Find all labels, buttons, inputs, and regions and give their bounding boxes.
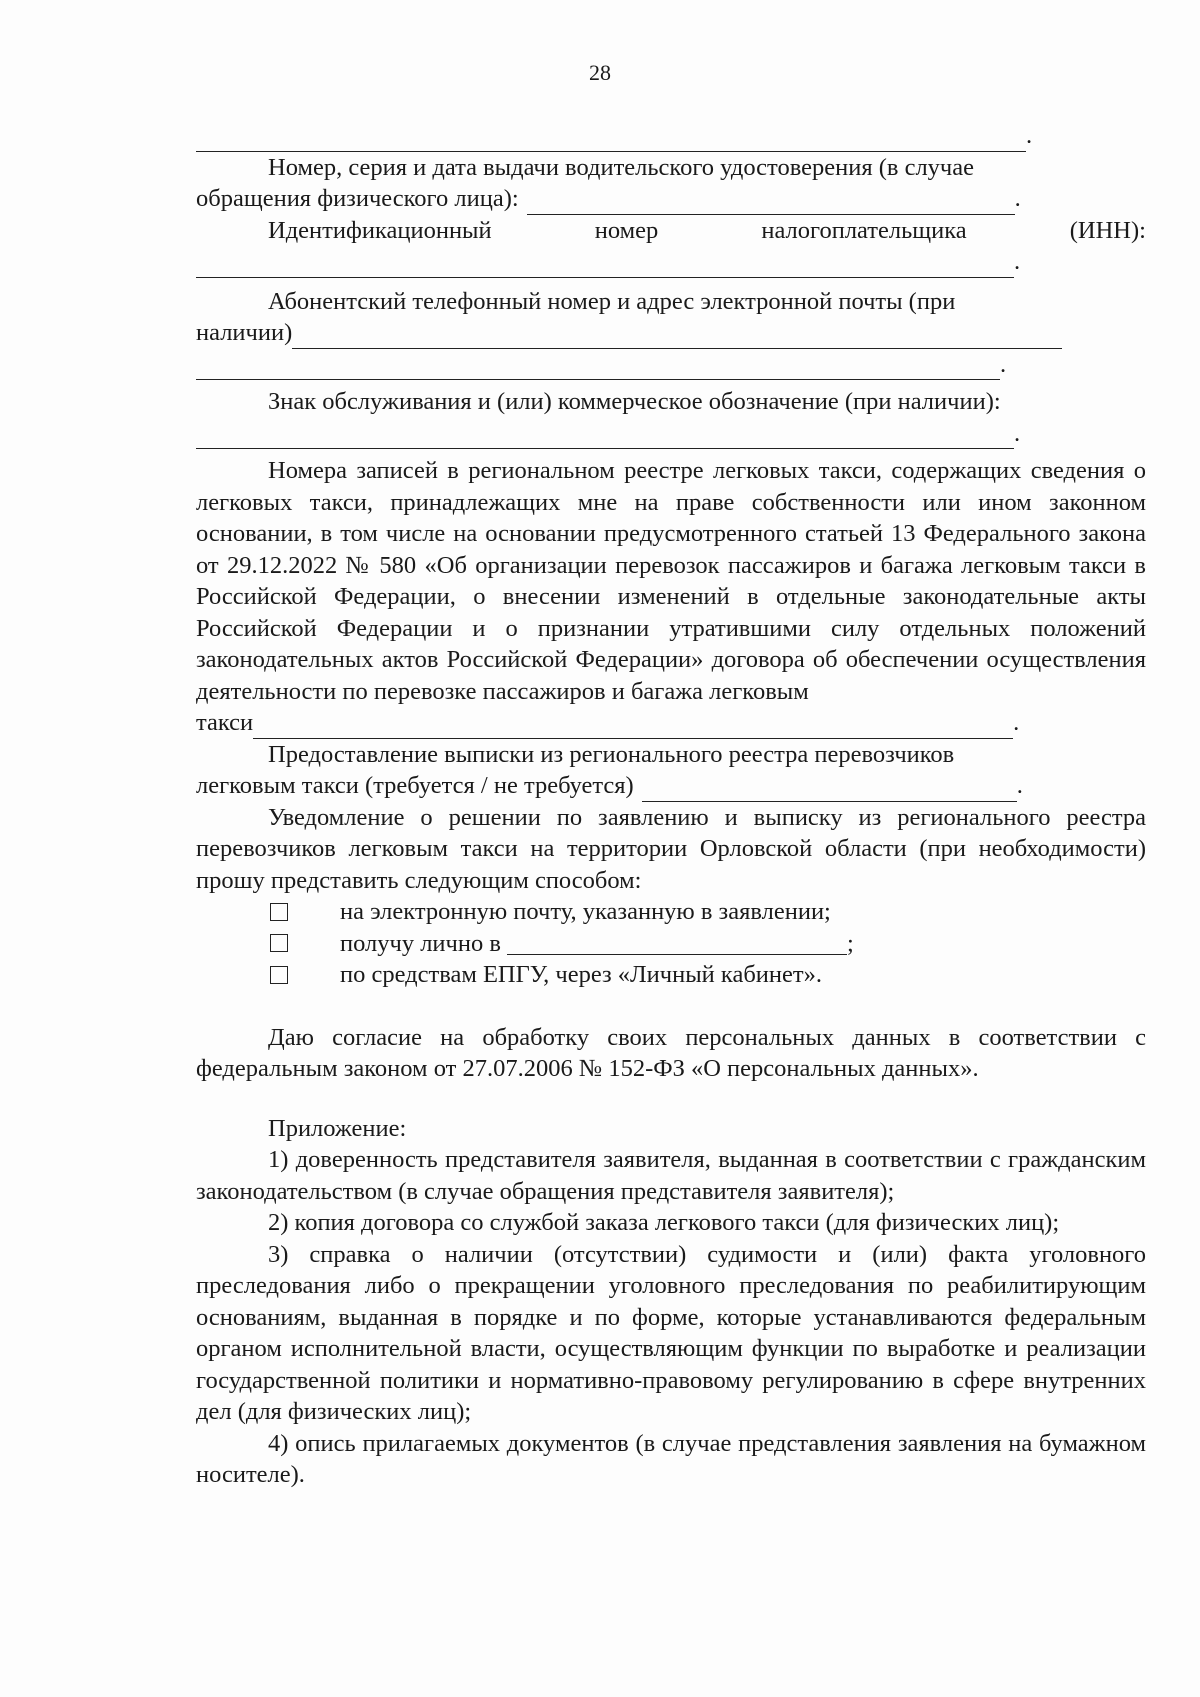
- attachment-item-3: 3) справка о наличии (отсутствии) судимости и (или) факта уголовного преследования либо о прекращении уголовного преследования по реабилитирующим основаниям, выданная в порядке и по форме, которые устанавливаются федеральным органом исполнительной власти, осуществляющим функции по выработке и реализации государственной политики и нормативно-правовому регулированию в сфере внутренних дел (для физических лиц);: [196, 1240, 1146, 1425]
- trademark-label: Знак обслуживания и (или) коммерческое обозначение (при наличии):: [268, 388, 1001, 415]
- extract-blank-field[interactable]: [642, 779, 1017, 802]
- attachments-title: Приложение:: [268, 1114, 407, 1142]
- option-epgu-label: по средствам ЕПГУ, через «Личный кабинет».: [340, 961, 822, 988]
- blank-field[interactable]: [196, 127, 1026, 152]
- option-in-person[interactable]: получу лично в ;: [196, 928, 1146, 960]
- inn-blank-field[interactable]: [196, 253, 1014, 278]
- license-field-row: обращения физического лица): .: [196, 183, 1146, 215]
- option-epgu[interactable]: [196, 959, 1146, 991]
- phone-field-row: [196, 317, 1146, 349]
- attachment-item-1: 1) доверенность представителя заявителя, выданная в соответствии с гражданским законодательством (в случае обращения представителя заявителя);: [196, 1146, 1146, 1205]
- phone-label-line1: Абонентский телефонный номер и адрес электронной почты (при: [268, 287, 956, 315]
- trademark-blank-field[interactable]: [196, 424, 1014, 449]
- registry-records-field-row: такси .: [196, 707, 1146, 739]
- option-email[interactable]: [196, 896, 1146, 928]
- extract-field-row: легковым такси (требуется / не требуется) .: [196, 770, 1146, 802]
- phone-blank-row2: .: [196, 349, 1146, 381]
- registry-records-text: Номера записей в региональном реестре легковых такси, содержащих сведения о легковых такси, принадлежащих мне на праве собственности или ином законном основании, в том числе на основании предусмотренного статьей 13 Федерального закона от 29.12.2022 № 580 «Об организации перевозок пассажиров и багажа легковым такси в Российской Федерации, о внесении изменений в отдельные законодательные акты Российской Федерации и о признании утратившими силу отдельных положений законодательных актов Российской Федерации» договора об обеспечении осуществления деятельности по перевозке пассажиров и багажа легковым: [196, 457, 1146, 705]
- inn-label-row: Идентификационный номер налогоплательщика (ИНН):: [268, 216, 1146, 244]
- registry-records-last-word: такси: [196, 709, 254, 736]
- in-person-blank-field[interactable]: [507, 932, 847, 955]
- blank-line-top[interactable]: .: [196, 120, 1146, 152]
- checkbox-in-person[interactable]: [270, 934, 288, 952]
- form-content: [196, 120, 1146, 1491]
- extract-label-line1: Предоставление выписки из регионального реестра перевозчиков: [268, 740, 955, 768]
- option-email-label: на электронную почту, указанную в заявлении;: [340, 898, 831, 925]
- attachment-item-2: 2) копия договора со службой заказа легкового такси (для физических лиц);: [268, 1209, 1060, 1236]
- option-in-person-label: получу лично в: [340, 929, 501, 957]
- checkbox-epgu[interactable]: [270, 966, 288, 984]
- consent-text: Даю согласие на обработку своих персональных данных в соответствии с федеральным законом от 27.07.2006 № 152-ФЗ «О персональных данных».: [196, 1023, 1146, 1082]
- license-label-line2: обращения физического лица):: [196, 185, 519, 212]
- phone-blank-field[interactable]: [292, 326, 1062, 349]
- extract-label-line2: легковым такси (требуется / не требуется): [196, 772, 634, 799]
- phone-label-line2: наличии): [196, 319, 293, 346]
- page-number: 28: [589, 60, 611, 85]
- inn-blank-row: .: [196, 246, 1146, 278]
- phone-blank-field-2[interactable]: [196, 355, 1000, 380]
- attachment-item-4: 4) опись прилагаемых документов (в случае представления заявления на бумажном носителе).: [196, 1429, 1146, 1488]
- license-label-line1: Номер, серия и дата выдачи водительского удостоверения (в случае: [268, 153, 975, 181]
- notification-text: Уведомление о решении по заявлению и выписку из регионального реестра перевозчиков легковым такси на территории Орловской области (при необходимости) прошу представить следующим способом:: [196, 803, 1146, 894]
- registry-records-blank-field[interactable]: [253, 716, 1013, 739]
- license-blank-field[interactable]: [527, 192, 1015, 215]
- trademark-blank-row: .: [196, 418, 1146, 450]
- checkbox-email[interactable]: [270, 903, 288, 921]
